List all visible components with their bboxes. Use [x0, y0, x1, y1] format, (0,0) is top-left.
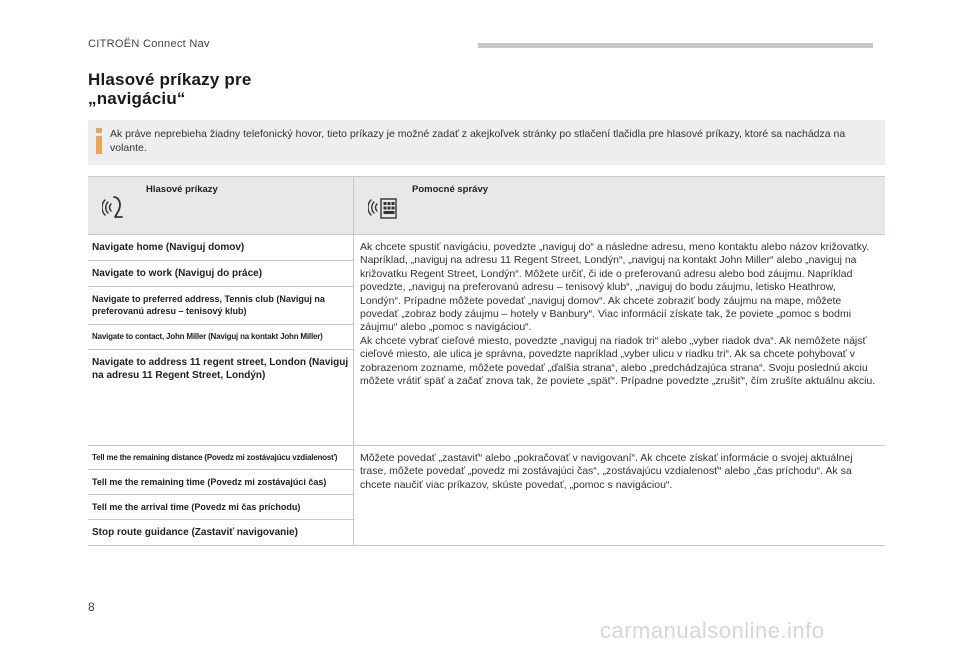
- header-cell-commands: [88, 177, 354, 235]
- info-icon: [96, 128, 102, 154]
- command-remaining-time: Tell me the remaining time (Povedz mi zostávajúci čas): [88, 470, 354, 495]
- header-commands-label: Hlasové príkazy: [146, 184, 218, 195]
- help-paragraph: Ak chcete vybrať cieľové miesto, povedzte „naviguj na riadok tri“ alebo „vyber riadok dva“. Ak nemôžete nájsť cieľové miesto, ale ulica je správna, povedzte napríklad „vyber ulicu v riadku tri“. Ak sa chcete pohybovať v zobrazenom zozname, môžete povedať „ďalšia strana“, alebo „predchádzajúca strana“. Svoju poslednú akciu môžete vrátiť späť a začať znova tak, že poviete „späť“. Prípadne povedzte „zrušiť“, čím zrušíte aktuálnu akciu.: [360, 334, 876, 388]
- document-header-brand: CITROËN Connect Nav: [88, 38, 210, 50]
- command-remaining-distance: Tell me the remaining distance (Povedz mi zostávajúcu vzdialenosť): [88, 446, 354, 470]
- help-message-icon: [368, 191, 398, 221]
- page-number: 8: [88, 600, 95, 614]
- voice-command-icon: [102, 191, 132, 221]
- help-paragraph: Môžete povedať „zastaviť“ alebo „pokračovať v navigovaní“. Ak chcete získať informácie o svojej aktuálnej trase, môžete povedať „povedz mi zostávajúci čas“, „zostávajúcu vzdialenosť“ alebo „čas príchodu“. Ak sa chcete naučiť viac príkazov, skúste povedať, „pomoc s navigáciou“.: [360, 452, 853, 491]
- header-help-label: Pomocné správy: [412, 184, 489, 195]
- info-text: Ak práve neprebieha žiadny telefonický hovor, tieto príkazy je možné zadať z akejkoľvek stránky po stlačení tlačidla pre hlasové príkazy, ktoré sa nachádza na volante.: [110, 128, 846, 154]
- info-note: [88, 120, 885, 165]
- command-navigate-home: Navigate home (Naviguj domov): [88, 235, 354, 261]
- help-text-route-info: [354, 446, 886, 546]
- command-navigate-preferred: Navigate to preferred address, Tennis club (Naviguj na preferovanú adresu – tenisový klub): [88, 287, 354, 325]
- command-stop-guidance: Stop route guidance (Zastaviť navigovanie): [88, 520, 354, 546]
- header-divider: [478, 43, 873, 48]
- header-cell-help: [354, 177, 886, 235]
- command-navigate-work: Navigate to work (Naviguj do práce): [88, 261, 354, 287]
- help-paragraph: Ak chcete spustiť navigáciu, povedzte „naviguj do“ a následne adresu, meno kontaktu alebo názov križovatky. Napríklad, „naviguj na adresu 11 Regent Street, Londýn“, „naviguj na kontakt John Miller“ alebo „naviguj na križovatku Regent Street, Londýn“. Môžete určiť, či ide o preferovanú adresu alebo bod záujmu. Napríklad povedzte, „naviguj na preferovanú adresu – tenisový klub“, „naviguj do bodu záujmu, letisko Heathrow, Londýn“. Prípadne môžete povedať „naviguj domov“. Ak chcete zobraziť body záujmu na mape, môžete povedať „zobraz body záujmu – hotely v Banbury“. Viac informácií získate tak, že poviete „pomoc s bodmi záujmu“ alebo „pomoc s navigáciou“.: [360, 241, 870, 334]
- page-title: [88, 70, 252, 108]
- table-row: [88, 446, 885, 470]
- command-navigate-address: Navigate to address 11 regent street, London (Naviguj na adresu 11 Regent Street, Londýn): [88, 350, 354, 446]
- page-title-line-2: „navigáciu“: [88, 89, 186, 108]
- voice-commands-table: [88, 176, 885, 546]
- table-header-row: [88, 177, 885, 235]
- help-text-navigation: [354, 235, 886, 446]
- command-arrival-time: Tell me the arrival time (Povedz mi čas príchodu): [88, 495, 354, 520]
- watermark: carmanualsonline.info: [600, 618, 825, 643]
- command-navigate-contact: Navigate to contact, John Miller (Naviguj na kontakt John Miller): [88, 325, 354, 350]
- page-title-line-1: Hlasové príkazy pre: [88, 70, 252, 89]
- table-row: [88, 235, 885, 261]
